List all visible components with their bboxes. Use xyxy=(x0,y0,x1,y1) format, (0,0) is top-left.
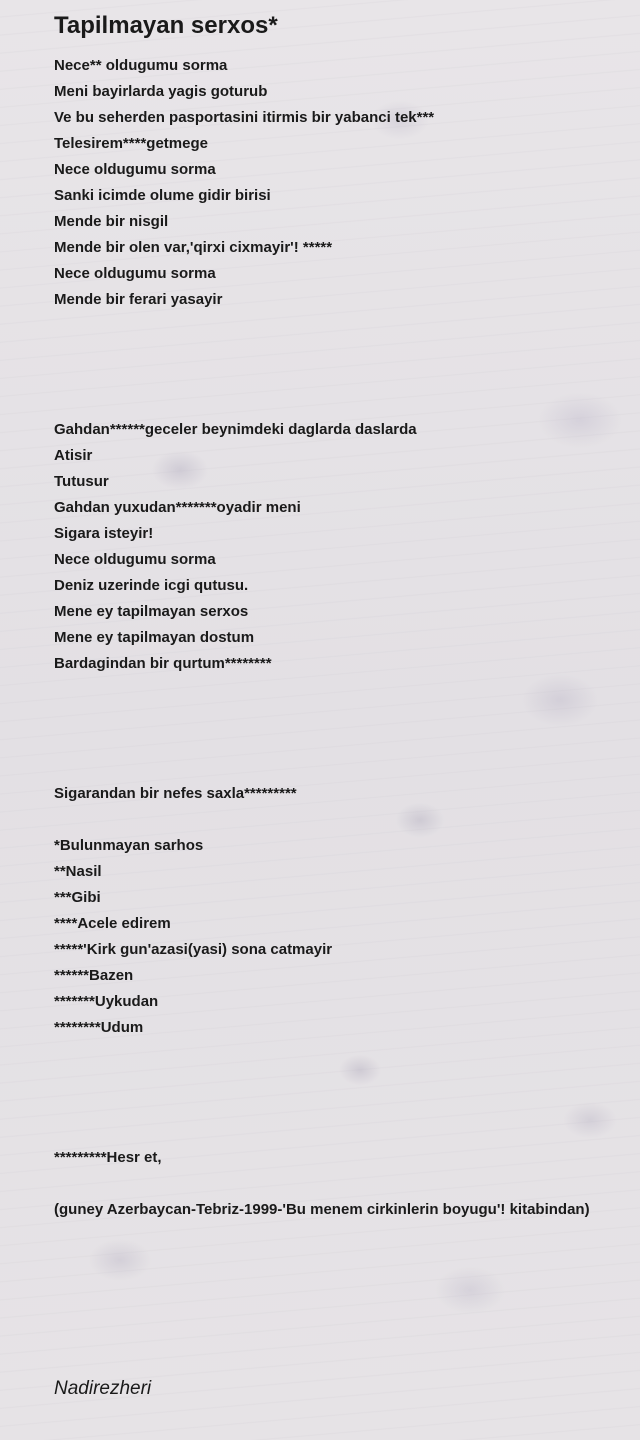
blank-line xyxy=(54,313,634,339)
footnote-line: *Bulunmayan sarhos xyxy=(54,837,204,854)
author-name: Nadirezheri xyxy=(54,1378,152,1399)
stanza-2 xyxy=(54,417,634,677)
poem-line: Gahdan yuxudan*******oyadir meni xyxy=(54,499,301,516)
blank-line xyxy=(54,729,634,755)
footnote-line: **Nasil xyxy=(54,863,102,880)
poem-line: Ve bu seherden pasportasini itirmis bir yabanci tek*** xyxy=(54,109,435,126)
poem-line: Atisir xyxy=(54,447,93,464)
blank-line xyxy=(54,1119,634,1145)
poem-line: Mende bir nisgil xyxy=(54,213,169,230)
footnote-line: ******Bazen xyxy=(54,967,134,984)
blank-line xyxy=(54,677,634,703)
poem-line: Sigara isteyir! xyxy=(54,525,154,542)
poem-line: Sigarandan bir nefes saxla********* xyxy=(54,785,297,802)
poem-line: Telesirem****getmege xyxy=(54,135,208,152)
poem-line: Meni bayirlarda yagis goturub xyxy=(54,83,268,100)
blank-line xyxy=(54,339,634,365)
blank-line xyxy=(54,1041,634,1067)
poem-line: Gahdan******geceler beynimdeki daglarda daslarda xyxy=(54,421,417,438)
poem-line: Deniz uzerinde icgi qutusu. xyxy=(54,577,249,594)
blank-line xyxy=(54,1067,634,1093)
blank-line xyxy=(54,391,634,417)
footnote-line: ********Udum xyxy=(54,1019,144,1036)
poem-line: Nece oldugumu sorma xyxy=(54,551,216,568)
poem xyxy=(54,10,634,1223)
blank-line xyxy=(54,807,634,833)
source-line: (guney Azerbaycan-Tebriz-1999-'Bu menem cirkinlerin boyugu'! kitabindan) xyxy=(54,1201,590,1218)
stanza-3 xyxy=(54,781,634,807)
poem-title: Tapilmayan serxos* xyxy=(54,12,278,39)
dedication-line: *********Hesr et, xyxy=(54,1149,162,1166)
poem-line: Nece oldugumu sorma xyxy=(54,161,216,178)
blank-line xyxy=(54,755,634,781)
footnote-line: *******Uykudan xyxy=(54,993,159,1010)
footnote-line: ****Acele edirem xyxy=(54,915,171,932)
blank-line xyxy=(54,1093,634,1119)
blank-line xyxy=(54,365,634,391)
poem-line: Mene ey tapilmayan dostum xyxy=(54,629,255,646)
poem-line: Nece oldugumu sorma xyxy=(54,265,216,282)
footnote-line: *****'Kirk gun'azasi(yasi) sona catmayir xyxy=(54,941,333,958)
poem-line: Mende bir ferari yasayir xyxy=(54,291,223,308)
poem-line: Mene ey tapilmayan serxos xyxy=(54,603,249,620)
poem-line: Bardagindan bir qurtum******** xyxy=(54,655,272,672)
stanza-1 xyxy=(54,53,634,313)
footnote-line: ***Gibi xyxy=(54,889,101,906)
poem-line: Nece** oldugumu sorma xyxy=(54,57,228,74)
footnotes xyxy=(54,833,634,1041)
poem-line: Tutusur xyxy=(54,473,109,490)
blank-line xyxy=(54,1171,634,1197)
poem-line: Mende bir olen var,'qirxi cixmayir'! ***** xyxy=(54,239,333,256)
blank-line xyxy=(54,703,634,729)
poem-line: Sanki icimde olume gidir birisi xyxy=(54,187,271,204)
